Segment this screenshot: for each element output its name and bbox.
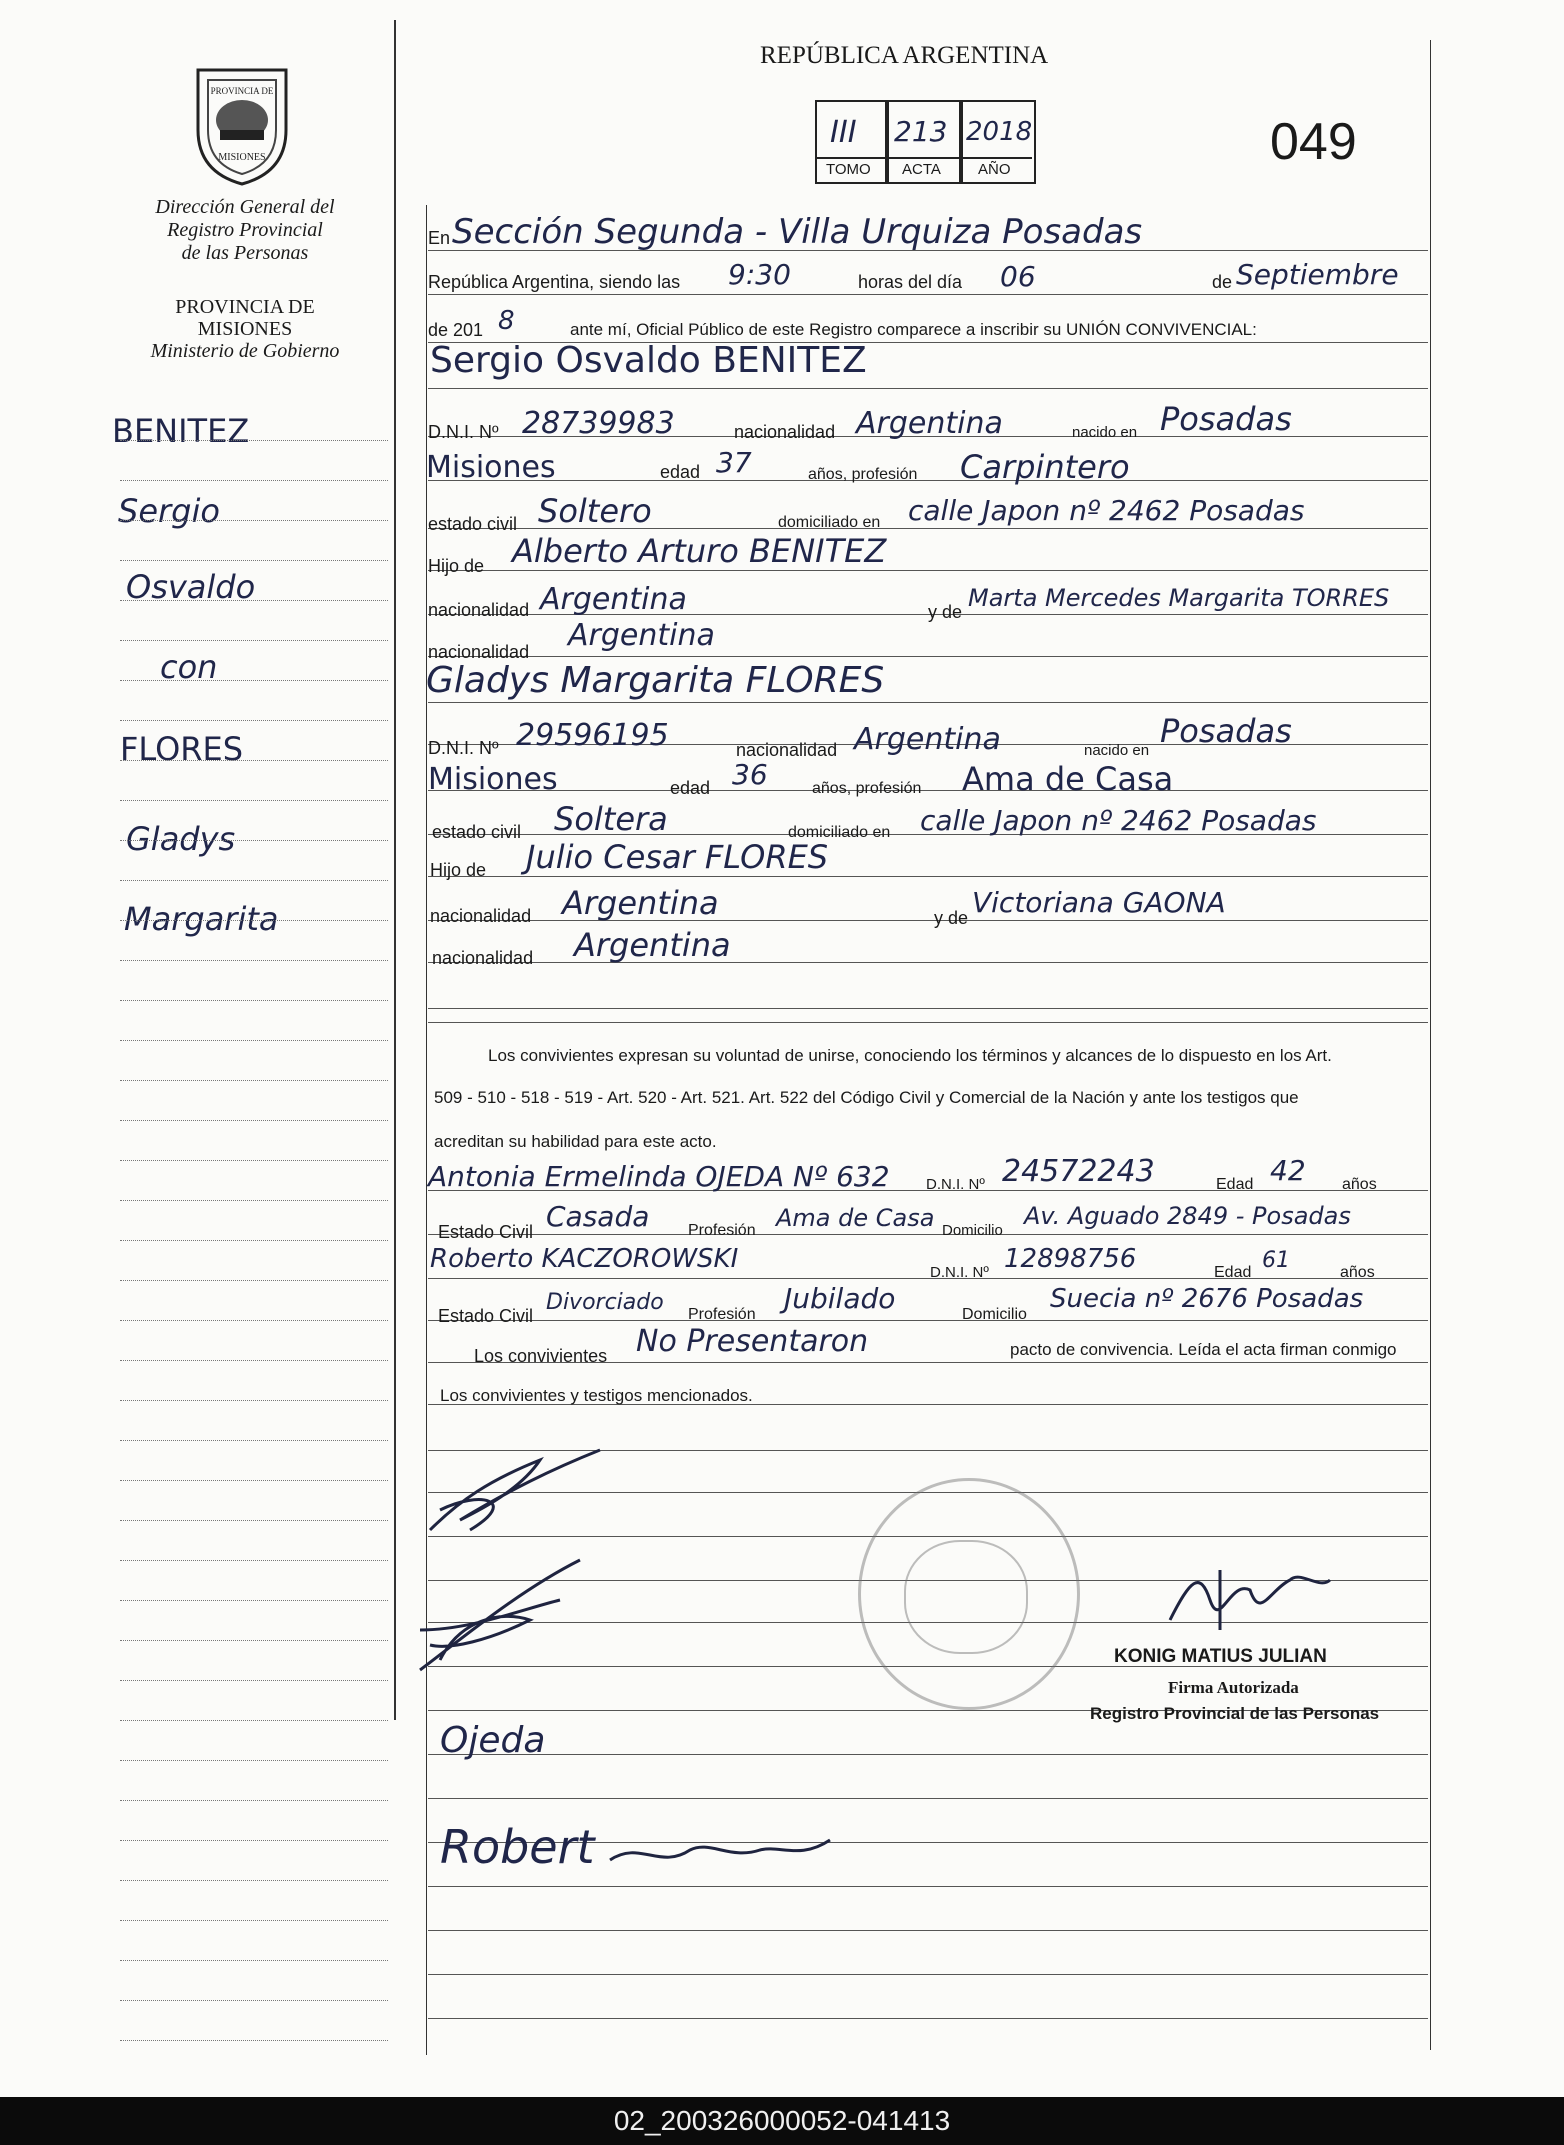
margin-rule [120,480,388,481]
legal-line-1: Los convivientes expresan su voluntad de unirse, conociendo los términos y alcances de lo dispuesto en los Art. [488,1046,1332,1065]
siendo-label: República Argentina, siendo las [428,272,681,292]
p2-dom-label: domiciliado en [788,824,891,841]
margin-rule [120,1960,388,1961]
margin-rule [120,1160,388,1161]
p2-civil-label: estado civil [432,822,522,842]
signature-scribble-1 [400,1440,620,1540]
p2-lugar: Misiones [428,762,558,797]
p2-yde-label: y de [934,908,969,928]
margin-rule [120,1000,388,1001]
anio-digit: 8 [498,306,515,336]
p2-dni-label: D.N.I. Nº [428,738,499,758]
p1-nacido-label: nacido en [1072,424,1138,441]
seal-text-top: PROVINCIA DE [210,86,274,96]
country-heading: REPÚBLICA ARGENTINA [760,42,1049,69]
margin-rule [120,1800,388,1801]
signature-robert: Robert [440,1820,595,1874]
margin-rule [120,1280,388,1281]
p2-nac-padre: Argentina [562,884,719,922]
margin-note: FLORES [120,730,244,768]
pacto-value: No Presentaron [636,1324,869,1359]
seal-text-bottom: MISIONES [218,152,266,163]
p1-nacionalidad: Argentina [856,406,1003,441]
closing-line: Los convivientes y testigos mencionados. [440,1386,753,1405]
tomo-value: III [830,115,857,150]
p1-name: Sergio Osvaldo BENITEZ [430,340,867,381]
margin-rule [120,1480,388,1481]
margin-note: Margarita [124,900,279,938]
acta-value: 213 [894,115,948,148]
form-rule [428,1930,1428,1931]
agency-line-3: de las Personas [181,242,309,264]
margin-rule [120,720,388,721]
w1-edad: 42 [1270,1154,1306,1187]
margin-rule [120,920,388,921]
w1-civil: Casada [546,1200,650,1233]
w1-prof-label: Profesión [688,1222,756,1239]
p2-dni: 29596195 [516,718,669,753]
legal-line-2: 509 - 510 - 518 - 519 - Art. 520 - Art. 521. Art. 522 del Código Civil y Comercial de la Nación y ante los testigos que [434,1088,1299,1107]
p1-nac-madre-label: nacionalidad [428,642,530,662]
margin-note: Sergio [118,492,220,530]
tomo-label: TOMO [826,161,871,178]
anio-value: 2018 [966,117,1033,147]
p2-nacido: Posadas [1160,712,1292,750]
p1-nac-padre: Argentina [540,582,687,617]
margin-rule [120,880,388,881]
margin-rule [120,1080,388,1081]
legal-line-3: acreditan su habilidad para este acto. [434,1132,717,1151]
p1-nacido: Posadas [1160,400,1292,438]
p1-profesion: Carpintero [960,448,1130,486]
p2-civil: Soltera [554,800,668,838]
w2-anos-label: años [1340,1264,1375,1281]
w1-domicilio: Av. Aguado 2849 - Posadas [1024,1202,1351,1230]
w1-dni-label: D.N.I. Nº [926,1176,985,1193]
margin-rule [120,1040,388,1041]
form-rule [428,2018,1428,2019]
p1-madre: Marta Mercedes Margarita TORRES [968,584,1390,612]
form-rule [428,1798,1428,1799]
margin-rule [120,840,388,841]
de-label: de [1212,272,1233,292]
p2-madre: Victoriana GAONA [972,886,1226,919]
w2-edad: 61 [1262,1248,1290,1273]
pacto-tail: pacto de convivencia. Leída el acta firman conmigo [1010,1340,1397,1359]
w2-name: Roberto KACZOROWSKI [430,1244,739,1274]
p1-edad: 37 [716,446,752,479]
w2-domicilio: Suecia nº 2676 Posadas [1050,1284,1364,1314]
margin-rule [120,600,388,601]
margin-rule [120,760,388,761]
w2-prof-label: Profesión [688,1306,756,1323]
form-rule [428,656,1428,657]
margin-rule [120,960,388,961]
p2-domicilio: calle Japon nº 2462 Posadas [920,804,1317,837]
p1-yde-label: y de [928,602,963,622]
officer-name: KONIG MATIUS JULIAN [1114,1646,1327,1667]
p1-nac-label: nacionalidad [734,422,836,442]
p2-nac-padre-label: nacionalidad [430,906,532,926]
form-rule [428,480,1428,481]
signature-robert-flourish [600,1820,840,1880]
p2-nac-madre-label: nacionalidad [432,948,534,968]
p1-dni: 28739983 [522,406,675,441]
p1-dom-label: domiciliado en [778,514,881,531]
horas-label: horas del día [858,272,963,292]
p2-padre: Julio Cesar FLORES [526,838,829,876]
margin-note: BENITEZ [112,412,250,450]
margin-rule [120,2000,388,2001]
w1-anos-label: años [1342,1176,1377,1193]
form-rule [428,294,1428,295]
pacto-label: Los convivientes [474,1346,608,1366]
p2-edad: 36 [732,758,768,791]
en-value: Sección Segunda - Villa Urquiza Posadas [452,212,1143,252]
province-block [120,296,370,362]
margin-rule [120,1560,388,1561]
w1-dom-label: Domicilio [942,1222,1003,1239]
p2-nacido-label: nacido en [1084,742,1150,759]
form-rule [428,790,1428,791]
margin-rule [120,1320,388,1321]
form-rule [428,1278,1428,1279]
agency-title [120,196,370,265]
margin-rule [120,680,388,681]
agency-line-2: Registro Provincial [167,219,323,241]
p1-edad-label: edad [660,462,701,482]
margin-rule [120,1200,388,1201]
form-rule [428,1022,1428,1023]
margin-rule [120,1600,388,1601]
p1-civil: Soltero [538,492,652,530]
p2-edad-label: edad [670,778,711,798]
form-rule [428,388,1428,389]
p1-dni-label: D.N.I. Nº [428,422,499,442]
margin-rule [120,1840,388,1841]
margin-rule [120,1760,388,1761]
w2-profesion: Jubilado [784,1282,896,1315]
w1-name: Antonia Ermelinda OJEDA Nº 632 [428,1160,890,1193]
margin-rule [120,1240,388,1241]
form-rule [428,702,1428,703]
p1-lugar: Misiones [426,450,556,485]
anio-label: AÑO [978,161,1011,178]
form-rule [428,1234,1428,1235]
p2-profesion: Ama de Casa [962,760,1174,798]
p2-name: Gladys Margarita FLORES [426,660,885,701]
p2-nac-label: nacionalidad [736,740,838,760]
anio-prefix: de 201 [428,320,484,340]
province-line-1: PROVINCIA DE [175,296,315,318]
margin-rule [120,1120,388,1121]
official-stamp-inner [904,1540,1028,1654]
form-rule [428,876,1428,877]
w1-dni: 24572243 [1002,1154,1155,1189]
record-number: 049 [1270,113,1357,171]
form-rule [428,1974,1428,1975]
misiones-seal-icon [184,60,300,188]
w1-profesion: Ama de Casa [776,1204,935,1232]
margin-rule [120,440,388,441]
w2-dom-label: Domicilio [962,1306,1027,1323]
p2-prof-label: años, profesión [812,780,922,797]
w2-dni: 12898756 [1004,1244,1137,1274]
margin-rule [120,1360,388,1361]
document-footer-code: 02_200326000052-041413 [0,2097,1564,2145]
margin-note: con [160,648,218,686]
p2-nac-madre: Argentina [574,926,731,964]
margin-rule [120,1880,388,1881]
p1-padre: Alberto Arturo BENITEZ [512,532,887,570]
signature-ojeda: Ojeda [440,1720,546,1761]
signature-scribble-2 [400,1550,600,1680]
form-rule [428,1886,1428,1887]
p1-hijo-label: Hijo de [428,556,485,576]
p1-domicilio: calle Japon nº 2462 Posadas [908,494,1305,527]
hora-value: 9:30 [728,258,791,291]
margin-rule [120,1680,388,1681]
w2-edad-label: Edad [1214,1264,1252,1281]
margin-rule [120,520,388,521]
margin-rule [120,1640,388,1641]
p2-nacionalidad: Argentina [854,722,1001,757]
w2-civil-label: Estado Civil [438,1306,534,1326]
margin-rule [120,1440,388,1441]
p2-hijo-label: Hijo de [430,860,487,880]
margin-rule [120,560,388,561]
margin-rule [120,1720,388,1721]
right-border [1430,40,1431,2050]
ministry-line: Ministerio de Gobierno [150,340,340,362]
form-rule [428,1008,1428,1009]
mes-value: Septiembre [1236,258,1399,291]
margin-rule [120,1920,388,1921]
acta-label: ACTA [902,161,941,178]
margin-note: Gladys [126,820,236,858]
margin-rule [120,2040,388,2041]
form-rule [428,1754,1428,1755]
margin-rule [120,640,388,641]
agency-line-1: Dirección General del [155,196,335,218]
w1-edad-label: Edad [1216,1176,1254,1193]
w2-dni-label: D.N.I. Nº [930,1264,989,1281]
left-margin-border [394,20,396,1720]
p1-nac-padre-label: nacionalidad [428,600,530,620]
margin-rule [120,800,388,801]
officer-title: Firma Autorizada [1168,1678,1299,1697]
p1-civil-label: estado civil [428,514,518,534]
p1-prof-label: años, profesión [808,466,918,483]
margin-rule [120,1400,388,1401]
p1-nac-madre: Argentina [568,618,715,653]
officer-registry: Registro Provincial de las Personas [1090,1704,1380,1723]
margin-note: Osvaldo [126,568,256,606]
margin-rule [120,1520,388,1521]
officer-signature [1160,1560,1340,1640]
form-rule [428,570,1428,571]
dia-value: 06 [1000,260,1036,293]
w1-civil-label: Estado Civil [438,1222,534,1242]
province-line-2: MISIONES [197,318,293,340]
statement: ante mí, Oficial Público de este Registro comparece a inscribir su UNIÓN CONVIVENCIAL: [570,320,1257,339]
form-rule [428,1320,1428,1321]
w2-civil: Divorciado [546,1290,664,1315]
en-label: En [428,228,451,248]
